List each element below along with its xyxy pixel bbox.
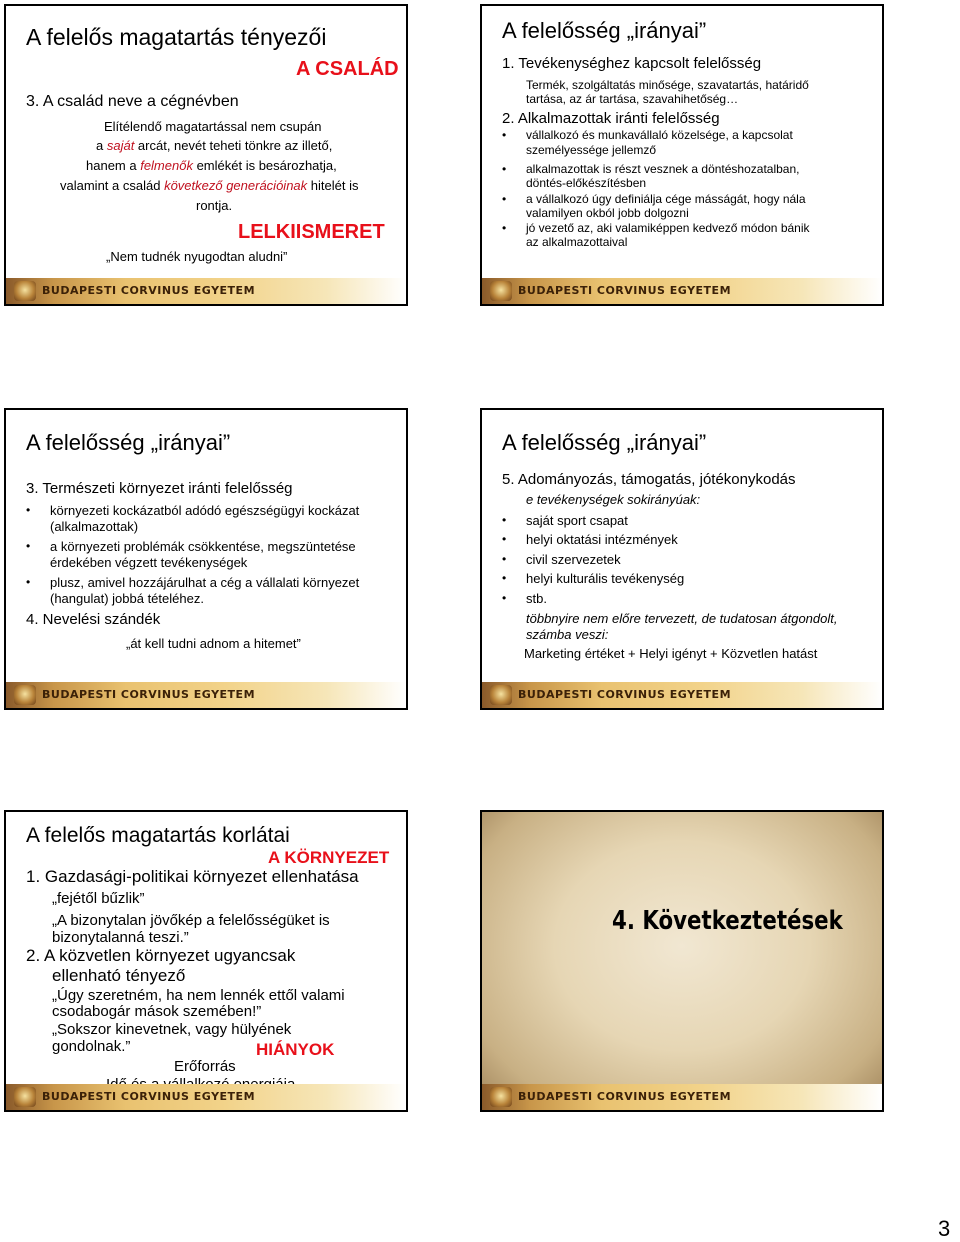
heading: ellenható tényező bbox=[52, 966, 186, 985]
heading: 2. A közvetlen környezet ugyancsak bbox=[26, 946, 296, 965]
bullet-text: döntés-előkészítésben bbox=[526, 176, 647, 190]
slide-title: A felelős magatartás korlátai bbox=[26, 824, 290, 847]
bullet-text: érdekében végzett tevékenységek bbox=[50, 555, 248, 570]
list-item: civil szervezetek bbox=[526, 552, 621, 567]
quote: gondolnak.” bbox=[52, 1038, 131, 1055]
body-line: hanem a felmenők emlékét is besározhatja, bbox=[86, 158, 337, 173]
footer-banner bbox=[482, 278, 882, 304]
footer-banner bbox=[6, 278, 406, 304]
quote: „Nem tudnék nyugodtan aludni” bbox=[106, 249, 288, 264]
bullet-text: vállalkozó és munkavállaló közelsége, a kapcsolat bbox=[526, 128, 793, 142]
bullet-text: (hangulat) jobbá tételéhez. bbox=[50, 591, 204, 606]
bullet-text: környezeti kockázatból adódó egészségügyi kockázat bbox=[50, 503, 360, 518]
quote: „fejétől bűzlik” bbox=[52, 890, 145, 907]
university-name: BUDAPESTI CORVINUS EGYETEM bbox=[42, 1090, 256, 1103]
quote: „Sokszor kinevetnek, vagy hülyének bbox=[52, 1021, 292, 1038]
list-item: helyi kulturális tevékenység bbox=[526, 571, 685, 586]
bullet-icon: • bbox=[26, 539, 31, 553]
section-tag: HIÁNYOK bbox=[256, 1040, 335, 1059]
university-crest-icon bbox=[14, 685, 36, 705]
sub-heading: e tevékenységek sokirányúak: bbox=[526, 492, 701, 507]
sub-text: Termék, szolgáltatás minősége, szavatartás, határidő bbox=[526, 78, 809, 92]
slide-title: A felelősség „irányai” bbox=[26, 430, 231, 455]
section-tag: A KÖRNYEZET bbox=[268, 848, 390, 867]
university-name: BUDAPESTI CORVINUS EGYETEM bbox=[42, 284, 256, 297]
university-crest-icon bbox=[490, 1087, 512, 1107]
bullet-text: a környezeti problémák csökkentése, megszüntetése bbox=[50, 539, 356, 554]
university-name: BUDAPESTI CORVINUS EGYETEM bbox=[518, 1090, 732, 1103]
footer-banner bbox=[6, 682, 406, 708]
bullet-icon: • bbox=[502, 221, 507, 235]
section-tag: LELKIISMERET bbox=[238, 221, 385, 243]
heading: 4. Nevelési szándék bbox=[26, 611, 161, 628]
bullet-text: a vállalkozó úgy definiálja cége másságát, hogy nála bbox=[526, 192, 806, 206]
quote: „Úgy szeretném, ha nem lennék ettől valami bbox=[52, 987, 345, 1004]
bullet-text: jó vezető az, aki valamiképpen kedvező módon bánik bbox=[526, 221, 810, 235]
limit-item: Erőforrás bbox=[174, 1058, 236, 1075]
quote: bizonytalanná teszi.” bbox=[52, 929, 189, 946]
bullet-icon: • bbox=[502, 552, 507, 566]
slide-6 bbox=[480, 810, 884, 1112]
bullet-text: valamilyen okból jobb dolgozni bbox=[526, 206, 689, 220]
university-name: BUDAPESTI CORVINUS EGYETEM bbox=[518, 284, 732, 297]
bullet-icon: • bbox=[502, 192, 507, 206]
slide-1 bbox=[4, 4, 408, 306]
bullet-icon: • bbox=[26, 575, 31, 589]
slide-4 bbox=[480, 408, 884, 710]
bullet-icon: • bbox=[502, 532, 507, 546]
body-line: valamint a család következő generációinak hitelét is bbox=[60, 178, 359, 193]
heading: 1. Gazdasági-politikai környezet ellenhatása bbox=[26, 867, 359, 886]
university-crest-icon bbox=[14, 1087, 36, 1107]
bullet-icon: • bbox=[502, 162, 507, 176]
bullet-text: (alkalmazottak) bbox=[50, 519, 139, 534]
body-line: a saját arcát, nevét teheti tönkre az illető, bbox=[96, 138, 333, 153]
body-line: rontja. bbox=[196, 198, 233, 213]
slide-title: 4. Következtetések bbox=[612, 906, 843, 936]
bullet-icon: • bbox=[502, 571, 507, 585]
heading: 3. Természeti környezet iránti felelősség bbox=[26, 480, 293, 497]
sub-text: tartása, az ár tartása, szavahihetőség… bbox=[526, 92, 739, 106]
list-item: saját sport csapat bbox=[526, 513, 628, 528]
bullet-text: alkalmazottak is részt vesznek a döntéshozatalban, bbox=[526, 162, 800, 176]
slide-2 bbox=[480, 4, 884, 306]
quote: csodabogár mások szemében!” bbox=[52, 1003, 262, 1020]
footer-banner bbox=[482, 1084, 882, 1110]
university-crest-icon bbox=[490, 685, 512, 705]
bullet-text: plusz, amivel hozzájárulhat a cég a vállalati környezet bbox=[50, 575, 360, 590]
slide-title: A felelősség „irányai” bbox=[502, 430, 707, 455]
university-crest-icon bbox=[14, 281, 36, 301]
slide-title: A felelősség „irányai” bbox=[502, 18, 707, 43]
bullet-icon: • bbox=[502, 591, 507, 605]
quote: „A bizonytalan jövőkép a felelősségüket is bbox=[52, 912, 330, 929]
bullet-text: személyessége jellemző bbox=[526, 143, 657, 157]
university-crest-icon bbox=[490, 281, 512, 301]
quote: „át kell tudni adnom a hitemet” bbox=[126, 636, 301, 651]
university-name: BUDAPESTI CORVINUS EGYETEM bbox=[42, 688, 256, 701]
body-line: Elítélendő magatartással nem csupán bbox=[104, 119, 322, 134]
page-number: 3 bbox=[938, 1216, 951, 1241]
slide-3 bbox=[4, 408, 408, 710]
list-item: stb. bbox=[526, 591, 547, 606]
point-text: 3. A család neve a cégnévben bbox=[26, 93, 239, 110]
bullet-icon: • bbox=[502, 128, 507, 142]
section-tag: A CSALÁD bbox=[296, 58, 399, 80]
heading: 5. Adományozás, támogatás, jótékonykodás bbox=[502, 471, 796, 488]
bullet-text: az alkalmazottaival bbox=[526, 235, 628, 249]
slide-title: A felelős magatartás tényezői bbox=[26, 24, 327, 50]
bullet-icon: • bbox=[502, 513, 507, 527]
list-item: helyi oktatási intézmények bbox=[526, 532, 678, 547]
formula-text: Marketing értéket + Helyi igényt + Közvetlen hatást bbox=[524, 646, 818, 661]
university-name: BUDAPESTI CORVINUS EGYETEM bbox=[518, 688, 732, 701]
footer-banner bbox=[482, 682, 882, 708]
footer-banner bbox=[6, 1084, 406, 1110]
heading: 1. Tevékenységhez kapcsolt felelősség bbox=[502, 55, 762, 72]
note-text: számba veszi: bbox=[526, 627, 609, 642]
note-text: többnyire nem előre tervezett, de tudatosan átgondolt, bbox=[526, 611, 838, 626]
bullet-icon: • bbox=[26, 503, 31, 517]
heading: 2. Alkalmazottak iránti felelősség bbox=[502, 110, 720, 127]
slide-5 bbox=[4, 810, 408, 1112]
